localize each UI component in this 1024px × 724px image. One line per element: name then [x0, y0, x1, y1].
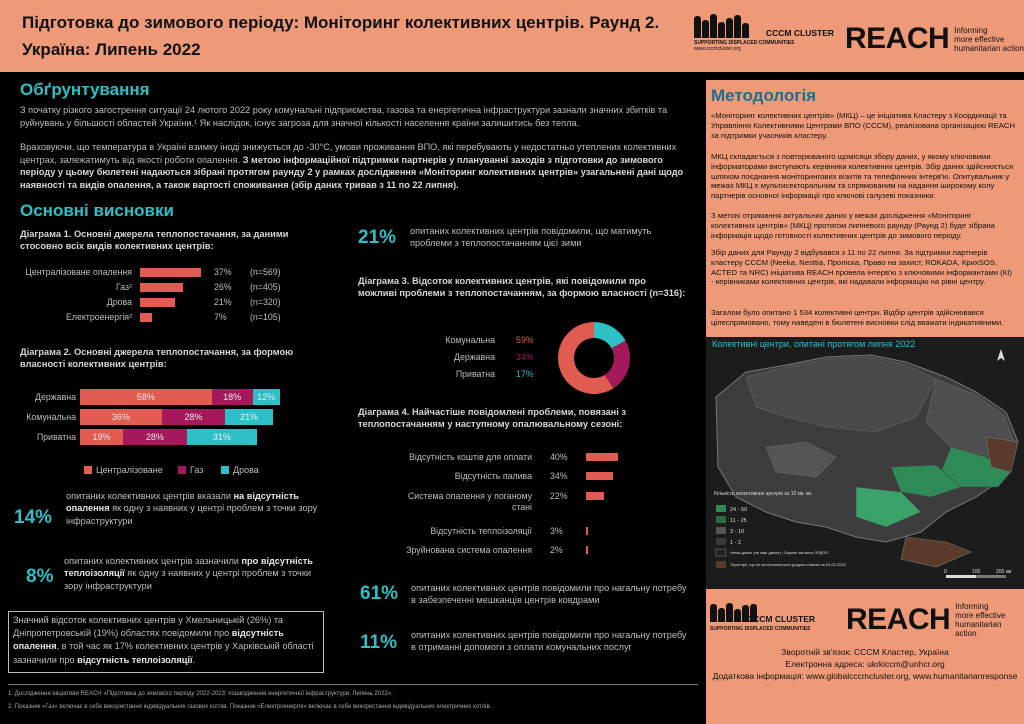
- highlight-callout: Значний відсоток колективних центрів у Хмельницькій (26%) та Дніпропетровській (19%) областях повідомили про відсутність опалення, в той час як 17% колективних центрів у Харківській області зазначили про відсутність теплоізоляції.: [8, 611, 324, 673]
- svg-text:100: 100: [972, 569, 981, 575]
- stat-text-bold: на відсутність опалення: [66, 491, 299, 514]
- stat-text-a: опитаних колективних центрів вказали: [66, 491, 234, 501]
- map-title: Колективні центри, опитані протягом липня 2022: [712, 339, 916, 349]
- diagram1-pct: 21%: [214, 297, 232, 307]
- svg-text:Кількість колективних центрів: Кількість колективних центрів за 10 км. кв.: [714, 491, 813, 497]
- cccm-logo: [694, 12, 834, 64]
- svg-text:3 - 10: 3 - 10: [730, 529, 745, 535]
- stat-text: опитаних колективних центрів повідомили про нагальну потребу в забезпеченні мешканців центрів ковдрами: [411, 583, 687, 606]
- diagram1-pct: 37%: [214, 267, 232, 277]
- diagram1-title: Діаграма 1. Основні джерела теплопостачання, за даними стосовно всіх видів колективних центрів:: [20, 229, 289, 251]
- svg-text:11 - 25: 11 - 25: [730, 518, 747, 524]
- footer-cccm-logo: CCCM CLUSTER SUPPORTING DISPLACED COMMUNITIES: [710, 602, 815, 632]
- footnote-divider: [8, 684, 698, 685]
- diagram3-pct: 17%: [516, 369, 534, 379]
- svg-text:0: 0: [944, 569, 947, 575]
- cccm-url: www.cccmcluster.org: [694, 46, 741, 52]
- diagram2-title: Діаграма 2. Основні джерела теплопостачання, за формою власності колективних центрів:: [20, 347, 294, 369]
- stat-pct: 8%: [26, 566, 54, 587]
- diagram1-pct: 7%: [214, 312, 227, 322]
- rationale-paragraph-2: Враховуючи, що температура в Україні взимку іноді знижується до -30°C, умови проживання ВПО, які перебувають у недостатньо утеплених колективних центрах, залежатимуть від якості роботи опалення. З метою інформаційної підтримки партнерів у плануванні заходів з підготовки до зимового періоду у цьому бюлетені надаються зібрані протягом раунду 2 у рамках дослідження «Моніторинг колективних центрів» узагальнені дані щодо наявності та видів опалення, а також вартості споживання (збір даних тривав з 11 по 22 липня).: [20, 142, 684, 190]
- diagram2-legend-label: Газ: [190, 465, 204, 475]
- cccm-subtitle: SUPPORTING DISPLACED COMMUNITIES: [694, 40, 795, 46]
- diagram4-bar: [586, 492, 604, 500]
- methodology-p2: МКЦ складається з повторюваного щомісяця збору даних, у якому ключовими інформаторами виступають керівники колективних центрів. Збір даних здійснюється шляхом поєднання моніторингових візитів та телефонних інтерв'ю. Опитувальник у межах МКЦ є мультисекторальним та спрямованим на надання широкому колу партнерів основної інформації про ключові галузеві показники.: [711, 152, 1014, 201]
- diagram4-bar: [586, 453, 618, 461]
- diagram1-bar: [140, 283, 183, 292]
- stat-text: [66, 490, 318, 527]
- stat-pct: 14%: [14, 507, 53, 528]
- diagram2-legend-label: Дрова: [233, 465, 259, 475]
- reach-logo: [845, 22, 1024, 56]
- diagram2-row-label: Комунальна: [26, 412, 76, 422]
- diagram2-segment: 28%: [123, 429, 187, 445]
- contact-email[interactable]: Електронна адреса: ukrkiccm@unhcr.org: [785, 659, 945, 669]
- diagram4-label: Відсутність коштів для оплати: [409, 452, 532, 462]
- methodology-p1: «Моніторинг колективних центрів» (МКЦ) – це ініціатива Кластеру з Координації та Управління Колективними Центрами ВПО (CCCM), реалізована організацією REACH за підтримки учасників кластеру.: [711, 111, 1016, 140]
- diagram2-segment: 12%: [253, 389, 280, 405]
- title-line-2: Україна: Липень 2022: [22, 40, 201, 59]
- methodology-p4: Збір даних для Раунду 2 відбувався з 11 по 22 липня. За підтримки партнерів кластеру CCCM (Neeka, Nesttia, Пропіска, Право на захист, ROKADA, КрихSOS, ACTED та NRC) ініціатива REACH провела інтерв'ю з ключовими інформантами (КІ) - керівниками колективних центрів, які надавали інформацію на рівні центру.: [711, 248, 1012, 287]
- footnote-2: 2. Показник «Газ» включає в себе використання індивідуальних газових котлів. Показник «Електроенергія» включає в себе використання індивідуальних електричних котлів.: [8, 704, 492, 710]
- diagram1-row-label: Електроенергія²: [65, 312, 132, 322]
- stat-21-pct: 21%: [358, 227, 397, 248]
- diagram1-bar: [140, 268, 201, 277]
- reach-tagline: Informing more effective humanitarian action: [954, 25, 1024, 53]
- diagram2-legend-swatch: [84, 466, 92, 474]
- rationale-paragraph-1: З початку різкого загострення ситуації 24 лютого 2022 року комунальні підприємства, газова та енергетична інфраструктури зазнали значних збитків та руйнувань у більшості областей України.¹ Як наслідок, існує загроза для значної кількості населення країни залишитись без тепла.: [20, 105, 668, 128]
- diagram2-segment: 31%: [187, 429, 257, 445]
- diagram1-pct: 26%: [214, 282, 232, 292]
- cccm-title: CCCM CLUSTER: [766, 28, 834, 38]
- ukraine-map: [706, 337, 1024, 589]
- svg-text:200 км: 200 км: [996, 569, 1012, 575]
- diagram2-row-label: Державна: [35, 392, 76, 402]
- diagram3-donut: [554, 318, 634, 398]
- diagram2-segment: 58%: [80, 389, 212, 405]
- diagram2-row-label: Приватна: [36, 432, 76, 442]
- stat-21-text: опитаних колективних центрів повідомили, що матимуть проблеми з теплопостачанням цієї зими: [410, 226, 652, 249]
- diagram4-pct: 2%: [550, 545, 563, 555]
- diagram4-pct: 34%: [550, 471, 568, 481]
- diagram3-title: Діаграма 3. Відсоток колективних центрів, які повідомили про можливі проблеми з теплопостачанням, за формою власності (n=316):: [358, 276, 686, 298]
- title-line-1: Підготовка до зимового періоду: Моніторинг колективних центрів. Раунд 2.: [22, 13, 660, 32]
- footer-reach-logo: REACH Informing more effective humanitarian action: [846, 602, 1006, 638]
- diagram4-pct: 40%: [550, 452, 568, 462]
- header-banner: [0, 0, 1024, 72]
- footnote-1: 1. Дослідження ініціативи REACH «Підготовка до зимового періоду 2022-2023: пошкодження енергетичної інфраструктури. Липень 2022».: [8, 691, 393, 697]
- methodology-p5: Загалом було опитано 1 534 колективні центри. Відбір центрів здійснювався цілеспрямовано, тому наведені в бюлетені висновки слід вважати індикативними.: [711, 308, 1004, 327]
- diagram4-bar: [586, 527, 588, 535]
- diagram1-n: (n=320): [250, 297, 281, 307]
- reach-wordmark: REACH: [845, 22, 950, 55]
- methodology-p3: З метою отримання актуальних даних у межах дослідження «Моніторинг колективних центрів» (МКЦ) протягом липневого раунду (Раунд 2) буде зібрана інформація щодо готовності колективних центрів до зимового періоду.: [711, 211, 995, 240]
- diagram2-legend-label: Централізоване: [96, 465, 163, 475]
- diagram4-bar: [586, 472, 613, 480]
- methodology-title: Методологія: [711, 86, 817, 105]
- diagram2-segment: 36%: [80, 409, 162, 425]
- stat-text-a: опитаних колективних центрів зазначили: [64, 556, 242, 566]
- diagram1-n: (n=405): [250, 282, 281, 292]
- contact-feedback: Зворотній зв'язок: CCCM Кластер, Україна: [781, 647, 949, 657]
- diagram1-n: (n=105): [250, 312, 281, 322]
- diagram2-segment: 18%: [212, 389, 253, 405]
- diagram4-label: Зруйнована система опалення: [406, 545, 532, 555]
- diagram4-label: Відсутність теплоізоляції: [430, 526, 532, 536]
- diagram4-bar: [586, 546, 588, 554]
- diagram1-bar: [140, 313, 152, 322]
- svg-text:Території, що не контролюються: Території, що не контролюються урядом станом на 24.02.2022: [730, 562, 846, 567]
- diagram1-bar: [140, 298, 175, 307]
- diagram2-segment: 28%: [162, 409, 226, 425]
- diagram4-title: Діаграма 4. Найчастіше повідомлені проблеми, повязані з теплопостачанням у наступному опалювальному сезоні:: [358, 407, 627, 429]
- stat-pct: 11%: [360, 632, 397, 653]
- svg-text:24 - 50: 24 - 50: [730, 507, 748, 513]
- footer-logos: [706, 598, 1024, 638]
- rationale-title: Обґрунтування: [20, 80, 150, 99]
- svg-text:Нема даних (не має даних) / Ок: Нема даних (не має даних) / Окремі частини ОРДЛО: [730, 550, 828, 555]
- diagram3-label: Приватна: [455, 369, 495, 379]
- stat-text-b: як одну з наявних у центрі проблем з точки зору інфраструктури: [66, 503, 318, 526]
- stat-pct: 61%: [360, 583, 399, 604]
- diagram4-label: Система опалення у поганому стані: [407, 491, 532, 512]
- diagram3-label: Державна: [454, 352, 495, 362]
- diagram2-legend-swatch: [221, 466, 229, 474]
- ukraine-map-graphic: [706, 337, 1024, 589]
- diagram3-pct: 24%: [516, 352, 534, 362]
- page-title: [22, 9, 662, 63]
- diagram3-pct: 59%: [516, 335, 534, 345]
- stat-text-bold: про відсутність теплоізоляції: [64, 556, 313, 579]
- diagram1-row-label: Дрова: [106, 297, 132, 307]
- diagram2-legend-swatch: [178, 466, 186, 474]
- diagram4-pct: 3%: [550, 526, 563, 536]
- stat-text: [64, 555, 316, 592]
- svg-text:1 - 2: 1 - 2: [730, 540, 742, 546]
- stat-text: опитаних колективних центрів повідомили про нагальну потребу в отриманні допомоги з оплати комунальних послуг: [411, 630, 687, 653]
- diagram3-label: Комунальна: [445, 335, 495, 345]
- diagram4-pct: 22%: [550, 491, 568, 501]
- diagram2-segment: 19%: [80, 429, 123, 445]
- findings-title: Основні висновки: [20, 201, 174, 220]
- diagram1-n: (n=569): [250, 267, 281, 277]
- diagram4-label: Відсутність палива: [454, 471, 532, 481]
- diagram1-row-label: Централізоване опалення: [25, 267, 132, 277]
- diagram2-segment: 21%: [225, 409, 273, 425]
- contact-more-info[interactable]: Додаткова інформація: www.globalcccmcluster.org, www.humanitarianresponse: [712, 671, 1018, 681]
- stat-text-b: як одну з наявних у центрі проблем з точки зору інфраструктури: [64, 568, 311, 591]
- diagram1-row-label: Газ²: [115, 282, 132, 292]
